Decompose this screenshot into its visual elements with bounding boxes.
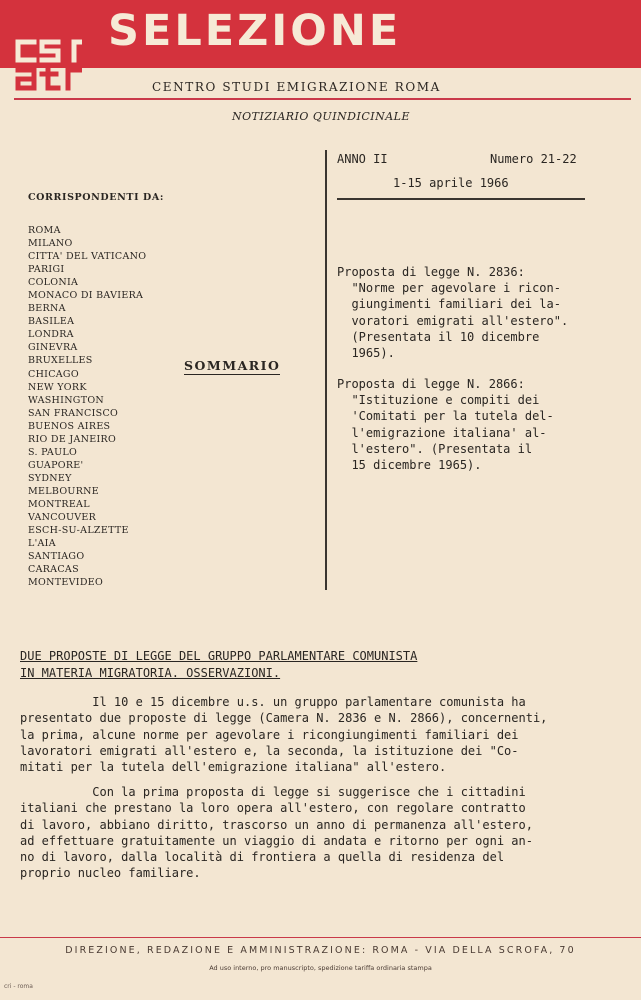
city-item: GUAPORE' [28, 459, 84, 471]
city-item: S. PAULO [28, 446, 78, 458]
city-item: L'AIA [28, 538, 56, 550]
header-divider [14, 98, 631, 100]
city-item: MONACO DI BAVIERA [28, 290, 144, 302]
city-item: BUENOS AIRES [28, 420, 111, 432]
city-item: LONDRA [28, 329, 74, 341]
city-item: PARIGI [28, 264, 65, 276]
footer-note: Ad uso interno, pro manuscripto, spedizione tariffa ordinaria stampa [209, 964, 432, 972]
footer-address: DIREZIONE, REDAZIONE E AMMINISTRAZIONE: ROMA - VIA DELLA SCROFA, 70 [65, 945, 576, 956]
article-paragraph: Con la prima proposta di legge si suggerisce che i cittadini italiani che prestano la loro opera all'estero, con regolare contratto di lavoro, abbiano diritto, trascorso un anno di permanenza all'estero, ad effettuare gratuitamente un viaggio di andata e ritorno per ogni an- no di lavoro, dalla località di frontiera a quella di residenza del proprio nucleo familiare. [20, 785, 533, 881]
printer-mark: cri - roma [4, 983, 33, 990]
city-item: BERNA [28, 303, 66, 315]
city-item: COLONIA [28, 277, 79, 289]
cser-logo-icon [12, 34, 82, 92]
city-item: SANTIAGO [28, 551, 85, 563]
column-divider [325, 150, 327, 590]
article-title: DUE PROPOSTE DI LEGGE DEL GRUPPO PARLAMENTARE COMUNISTA IN MATERIA MIGRATORIA. OSSERVAZIONI. [20, 649, 418, 680]
city-item: BRUXELLES [28, 355, 93, 367]
city-item: MILANO [28, 238, 73, 250]
city-item: MELBOURNE [28, 485, 100, 497]
notiziario-subtitle: NOTIZIARIO QUINDICINALE [232, 110, 410, 123]
proposal-2836: Proposta di legge N. 2836: "Norme per agevolare i ricon- giungimenti familiari dei la- voratori emigrati all'estero". (Presentata il 10 dicembre 1965). [337, 265, 569, 361]
footer-divider [0, 937, 641, 938]
article-paragraph: Il 10 e 15 dicembre u.s. un gruppo parlamentare comunista ha presentato due proposte di legge (Camera N. 2836 e N. 2866), concernenti, la prima, alcune norme per agevolare i ricongiungimenti familiari dei lavoratori emigrati all'estero e, la seconda, la istituzione dei "Co- mitati per la tutela dell'emigrazione italiana" all'estero. [20, 695, 548, 775]
centro-studi-heading: CENTRO STUDI EMIGRAZIONE ROMA [152, 80, 441, 94]
city-item: NEW YORK [28, 381, 87, 393]
city-item: VANCOUVER [28, 512, 97, 524]
correspondents-list [28, 224, 146, 589]
city-item: MONTREAL [28, 498, 90, 510]
city-item: BASILEA [28, 316, 75, 328]
date-underline [337, 198, 585, 200]
issue-date: 1-15 aprile 1966 [393, 176, 509, 190]
city-item: RIO DE JANEIRO [28, 433, 117, 445]
city-item: CITTA' DEL VATICANO [28, 251, 147, 263]
city-item: ESCH-SU-ALZETTE [28, 525, 129, 537]
city-item: SYDNEY [28, 472, 72, 484]
sommario-heading: SOMMARIO [184, 358, 281, 373]
city-item: WASHINGTON [28, 394, 105, 406]
issue-year: ANNO II [337, 152, 388, 166]
city-item: SAN FRANCISCO [28, 407, 119, 419]
issue-number: Numero 21-22 [490, 152, 577, 166]
proposal-2866: Proposta di legge N. 2866: "Istituzione e compiti dei 'Comitati per la tutela del- l'emigrazione italiana' al- l'estero". (Presentata il 15 dicembre 1965). [337, 377, 554, 473]
city-item: CARACAS [28, 564, 79, 576]
city-item: MONTEVIDEO [28, 577, 104, 589]
city-item: CHICAGO [28, 368, 79, 380]
city-item: GINEVRA [28, 342, 78, 354]
correspondents-heading: CORRISPONDENTI DA: [28, 192, 164, 203]
city-item: ROMA [28, 225, 61, 236]
masthead-title: SELEZIONE [108, 6, 402, 56]
